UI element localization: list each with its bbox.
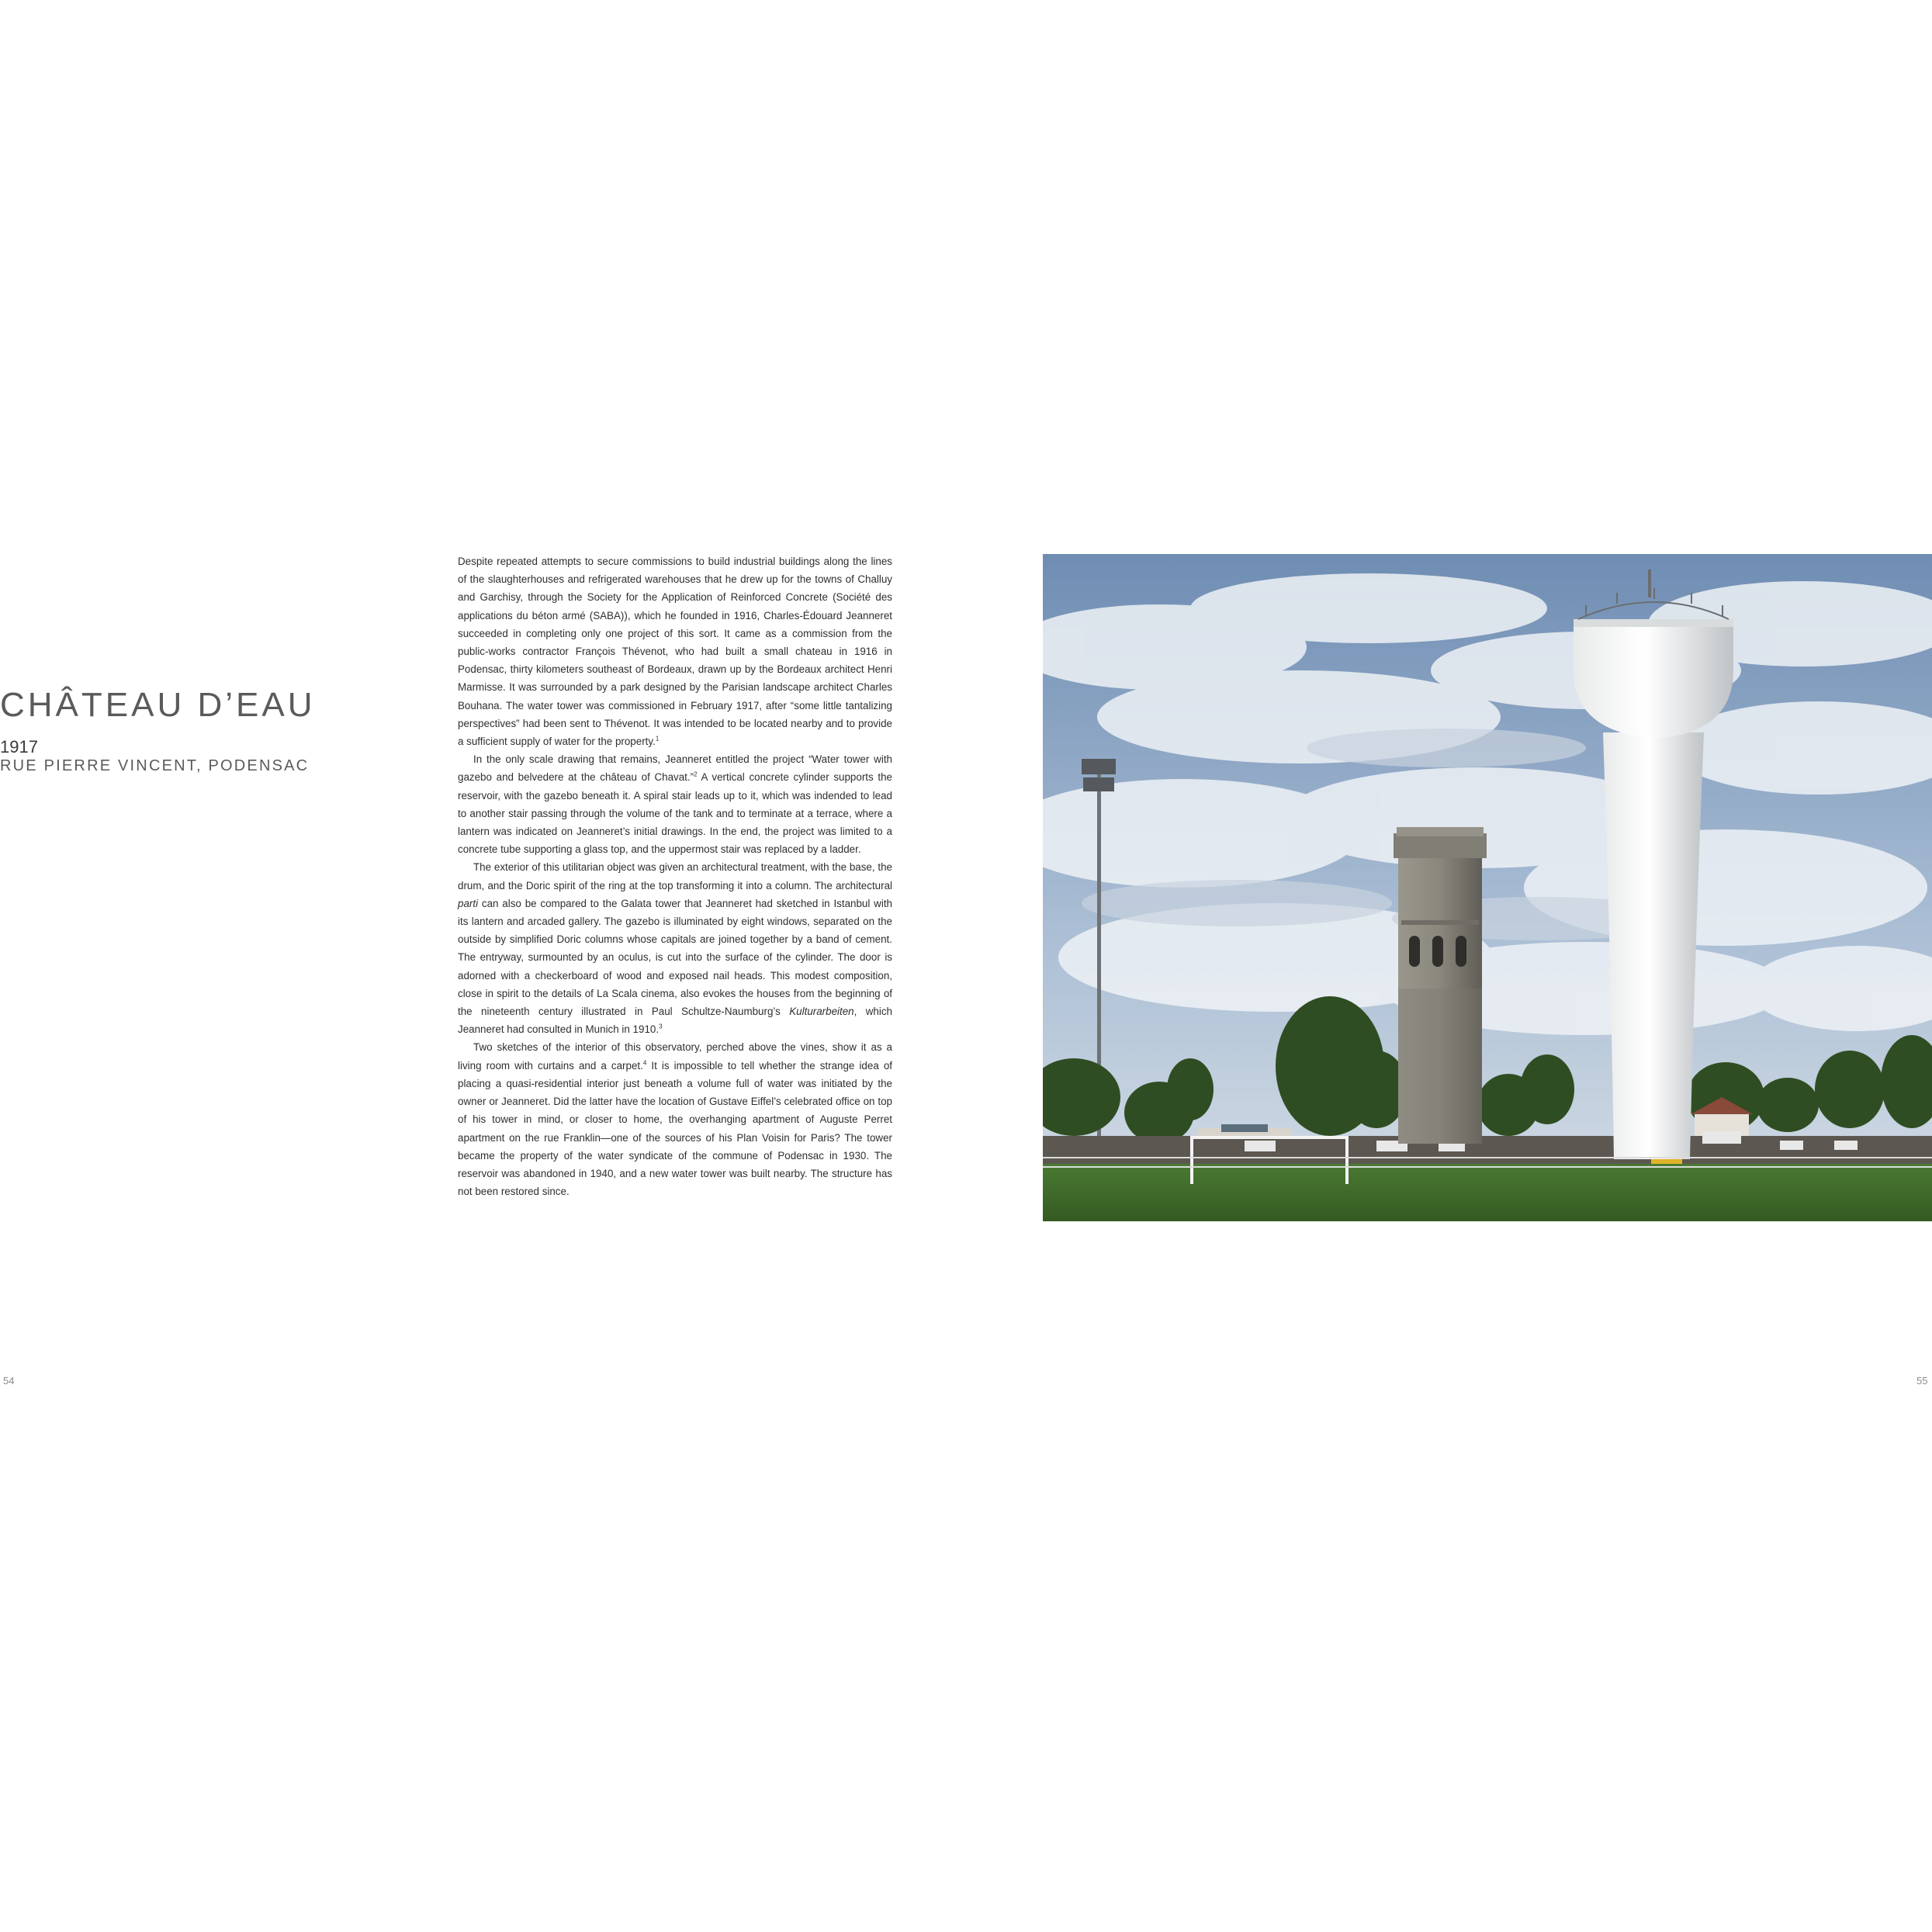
footnote-ref: 3 (659, 1023, 663, 1030)
page-title: CHÂTEAU D’EAU (0, 686, 316, 724)
footnote-ref: 1 (655, 735, 660, 743)
photo-illustration (1043, 554, 1932, 1221)
address-label: RUE PIERRE VINCENT, PODENSAC (0, 757, 310, 774)
page-number-left: 54 (3, 1375, 15, 1387)
year-label: 1917 (0, 737, 38, 757)
paragraph-3: The exterior of this utilitarian object was given an architectural treatment, with the base, the drum, and the Doric spirit of the ring at the top transforming it into a column. The architectural parti can also be compared to the Galata tower that Jeanneret had sketched in Istanbul with its lantern and arcaded gallery. The gazebo is illuminated by eight windows, separated on the outside by simplified Doric columns whose capitals are joined together by a band of cement. The entryway, surmounted by an oculus, is cut into the surface of the cylinder. The door is adorned with a checkerboard of wood and exposed nail heads. This modest composition, close in spirit to the details of La Scala cinema, also evokes the houses from the beginning of the nineteenth century illustrated in Paul Schultze-Naumburg’s Kulturarbeiten, which Jeanneret had consulted in Munich in 1910.$^3$ (458, 861, 892, 1036)
paragraph-2: In the only scale drawing that remains, Jeanneret entitled the project “Water tower with gazebo and belvedere at the château of Chavat.”$^2$ A vertical concrete cylinder supports the reservoir, with the gazebo beneath it. A spiral stair leads up to it, which was indended to lead to another stair passing through the volume of the tank and to terminate at a terrace, where a lantern was indicated on Jeanneret’s initial drawings. In the end, the project was limited to a concrete tube supporting a glass top, and the uppermost stair was replaced by a ladder. (458, 753, 892, 856)
paragraph-4: Two sketches of the interior of this observatory, perched above the vines, show it as a living room with curtains and a carpet.$^4$ It is impossible to tell whether the strange idea of placing a quasi-residential interior just beneath a volume full of water was initiated by the owner or Jeanneret. Did the latter have the location of Gustave Eiffel’s celebrated office on top of his tower in mind, or closer to home, the overhanging apartment of Auguste Perret apartment on the rue Franklin—one of the sources of his Plan Voisin for Paris? The tower became the property of the water syndicate of the commune of Podensac in 1930. The reservoir was abandoned in 1940, and a new water tower was built nearby. The structure has not been restored since. (458, 1041, 892, 1198)
pitch (1043, 1164, 1932, 1221)
page-number-right: 55 (1916, 1375, 1928, 1387)
old-water-tower (1394, 827, 1487, 1144)
paragraph-1: Despite repeated attempts to secure commissions to build industrial buildings along the lines of the slaughterhouses and refrigerated warehouses that he drew up for the towns of Challuy and Garchisy, through the Society for the Application of Reinforced Concrete (Société des applications du béton armé (SABA)), which he founded in 1916, Charles-Édouard Jeanneret succeeded in completing only one project of this sort. It came as a commission from the public-works contractor François Thévenot, who had built a small chateau in 1916 in Podensac, thirty kilometers southeast of Bordeaux, drawn up by the Bordeaux architect Henri Marmisse. It was surrounded by a park designed by the Parisian landscape architect Charles Bouhana. The water tower was commissioned in February 1917, after “some little tantalizing perspectives” had been sent to Thévenot. It was intended to be located nearby and to provide a sufficient supply of water for the property.$^1$ (458, 556, 892, 748)
footnote-ref: 2 (694, 770, 698, 778)
footnote-ref: 4 (642, 1059, 647, 1067)
water-towers-photo (1043, 554, 1932, 1221)
body-text (458, 552, 892, 1200)
